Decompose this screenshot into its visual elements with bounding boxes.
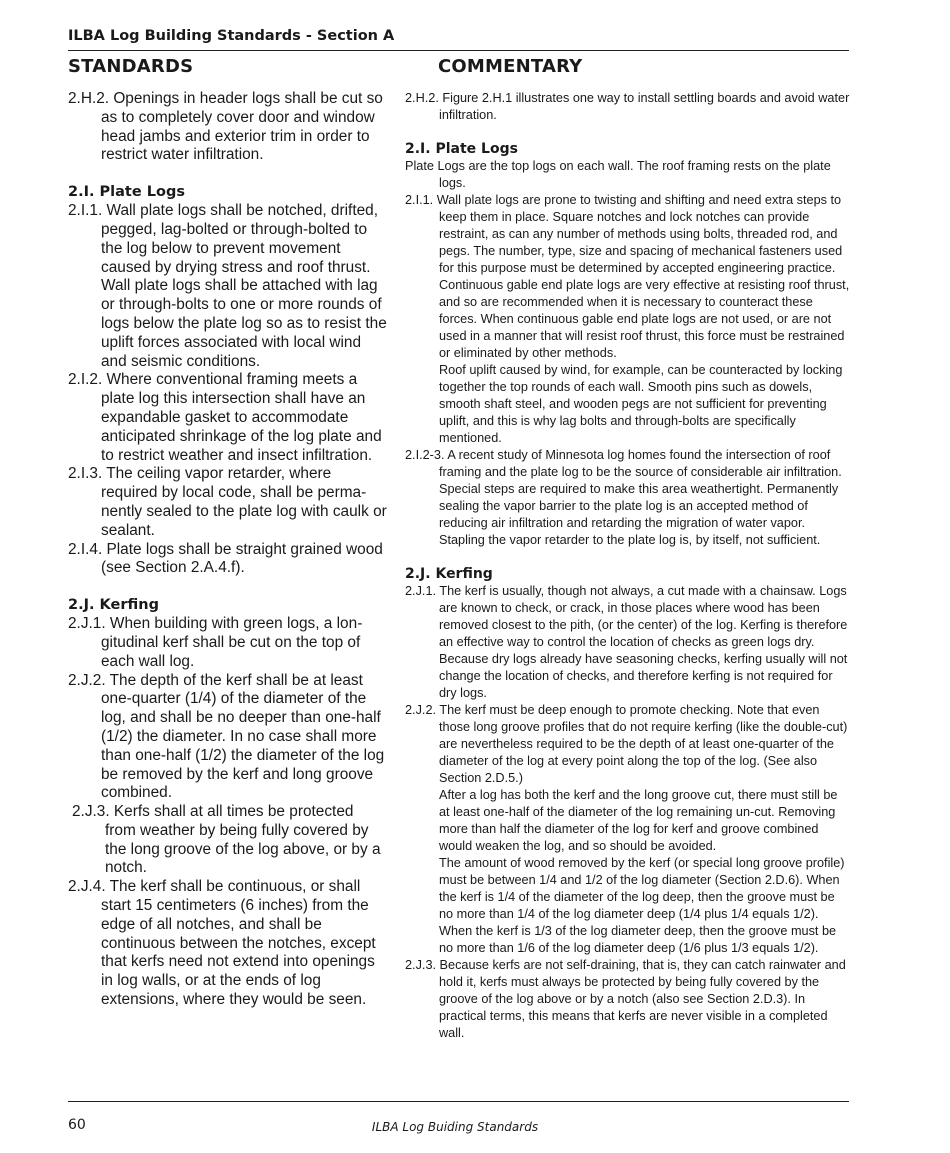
standard-2i1: 2.I.1. Wall plate logs shall be notched, drifted, pegged, lag-bolted or through-bolted to the log below to prevent movement caused by drying stress and roof thrust. Wall plate logs shall be attached with lag or through-bolts to one or more rounds of logs below the plate log so as to resist the uplift forces associated with local wind and seismic conditions. xyxy=(68,202,387,370)
commentary-2j2-remaining: After a log has both the kerf and the long groove cut, there must still be at least one-half of the diameter of the log remaining un-cut. Removing more than half the diameter of the log for kerf and groove combined would weaken the log, and so should be avoided. xyxy=(439,788,838,853)
standard-2j3: 2.J.3. Kerfs shall at all times be protected from weather by being fully covered by the long groove of the log above, or by a notch. xyxy=(72,803,381,877)
commentary-column xyxy=(405,90,850,1042)
commentary-2j2-amount: The amount of wood removed by the kerf (or special long groove profile) must be between 1/4 and 1/2 of the log diameter (Section 2.D.6). When the kerf is 1/4 of the diameter of the log deep, then the groove must be no more than 1/4 of the log diameter deep (1/4 plus 1/4 equals 1/2). When the kerf is 1/3 of the log diameter deep, then the groove must be no more than 1/6 of the log diameter deep (1/6 plus 1/3 equals 1/2). xyxy=(439,856,845,955)
standard-2j4: 2.J.4. The kerf shall be continuous, or shall start 15 centimeters (6 inches) from the edge of all notches, and shall be continuous between the notches, except that kerfs need not extend into openings in log walls, or at the ends of log extensions, where they would be seen. xyxy=(68,878,376,1009)
standard-2i4: 2.I.4. Plate logs shall be straight grained wood (see Section 2.A.4.f). xyxy=(68,540,383,577)
standards-kerfing-heading: 2.J. Kerfing xyxy=(68,597,159,614)
header-rule xyxy=(68,50,849,51)
standard-2j2: 2.J.2. The depth of the kerf shall be at least one-quarter (1/4) of the diameter of the log, and shall be no deeper than one-half (1/2) the diameter. In no case shall more than one-half (1/2) the diameter of the log be removed by the kerf and long groove combined. xyxy=(68,671,385,802)
commentary-2j2: 2.J.2. The kerf must be deep enough to promote checking. Note that even those long groove profiles that do not require kerfing (like the double-cut) are nevertheless required to be the depth of at least one-quarter of the diameter of the log at every point along the top of the log. (See also Section 2.D.5.) xyxy=(405,703,848,785)
standards-heading: STANDARDS xyxy=(68,56,194,77)
commentary-2h2: 2.H.2. Figure 2.H.1 illustrates one way to install settling boards and avoid water infiltration. xyxy=(405,91,850,122)
commentary-2i1-uplift: Roof uplift caused by wind, for example, can be counteracted by locking together the top rounds of each wall. Smooth pins such as dowels, smooth shaft steel, and wooden pegs are not sufficient for preventing uplift, and this is why lag bolts and through-bolts are specifically mentioned. xyxy=(439,363,843,445)
commentary-2j1-dry-logs: Because dry logs already have seasoning checks, kerfing usually will not change the location of checks, and therefore kerfing is not required for dry logs. xyxy=(439,652,848,700)
commentary-plate-logs-heading: 2.I. Plate Logs xyxy=(405,141,518,157)
standard-2i2: 2.I.2. Where conventional framing meets a plate log this intersection shall have an expandable gasket to accommodate anticipated shrinkage of the log plate and to restrict weather and insect infiltration. xyxy=(68,371,382,464)
standard-2i3: 2.I.3. The ceiling vapor retarder, where required by local code, shall be permanently sealed to the plate log with caulk or sealant. xyxy=(68,465,387,539)
standard-2h2: 2.H.2. Openings in header logs shall be cut so as to completely cover door and window head jambs and exterior trim in order to restrict water infiltration. xyxy=(68,90,383,164)
commentary-heading: COMMENTARY xyxy=(438,56,583,77)
commentary-2j1: 2.J.1. The kerf is usually, though not always, a cut made with a chainsaw. Logs are known to check, or crack, in those places where wood has been removed closest to the pith, (or the center) of the log. Kerfing is therefore an effective way to control the location of checks as green logs dry. xyxy=(405,584,848,649)
standards-plate-logs-heading: 2.I. Plate Logs xyxy=(68,184,185,201)
commentary-2i1: 2.I.1. Wall plate logs are prone to twisting and shifting and need extra steps to keep them in place. Square notches and lock notches can provide restraint, as can any number of methods using bolts, threaded rod, and pegs. The number, type, size and spacing of mechanical fasteners used for this purpose must be determined by accepted engineering practice. Continuous gable end plate logs are very effective at resisting roof thrust, and so are recommended when it is necessary to counteract these forces. When continuous gable end plate logs are not used, or are not used in a manner that will resist roof thrust, this force must be restrained or eliminated by other methods. xyxy=(405,193,850,360)
commentary-plate-intro: Plate Logs are the top logs on each wall. The roof framing rests on the plate logs. xyxy=(405,159,831,190)
commentary-2i2-3: 2.I.2-3. A recent study of Minnesota log homes found the intersection of roof framing and the plate log to be the source of considerable air infiltration. Special steps are required to make this area weathertight. Permanently sealing the vapor barrier to the plate log is an accepted method of reducing air infiltration and retarding the migration of water vapor. Stapling the vapor retarder to the plate log is, by itself, not sufficient. xyxy=(405,448,842,547)
commentary-2j3: 2.J.3. Because kerfs are not self-draining, that is, they can catch rainwater and hold it, kerfs must always be protected by being fully covered by the groove of the log above or by a notch (also see Section 2.D.3). In practical terms, this means that kerfs are never visible in a completed wall. xyxy=(405,958,846,1040)
standard-2j1: 2.J.1. When building with green logs, a longitudinal kerf shall be cut on the top of each wall log. xyxy=(68,615,363,670)
page-number: 60 xyxy=(68,1117,86,1133)
running-header: ILBA Log Building Standards - Section A xyxy=(68,28,395,44)
standards-column xyxy=(68,90,388,1010)
commentary-kerfing-heading: 2.J. Kerfing xyxy=(405,566,493,582)
footer-rule xyxy=(68,1101,849,1102)
footer-title: ILBA Log Buiding Standards xyxy=(371,1120,539,1134)
